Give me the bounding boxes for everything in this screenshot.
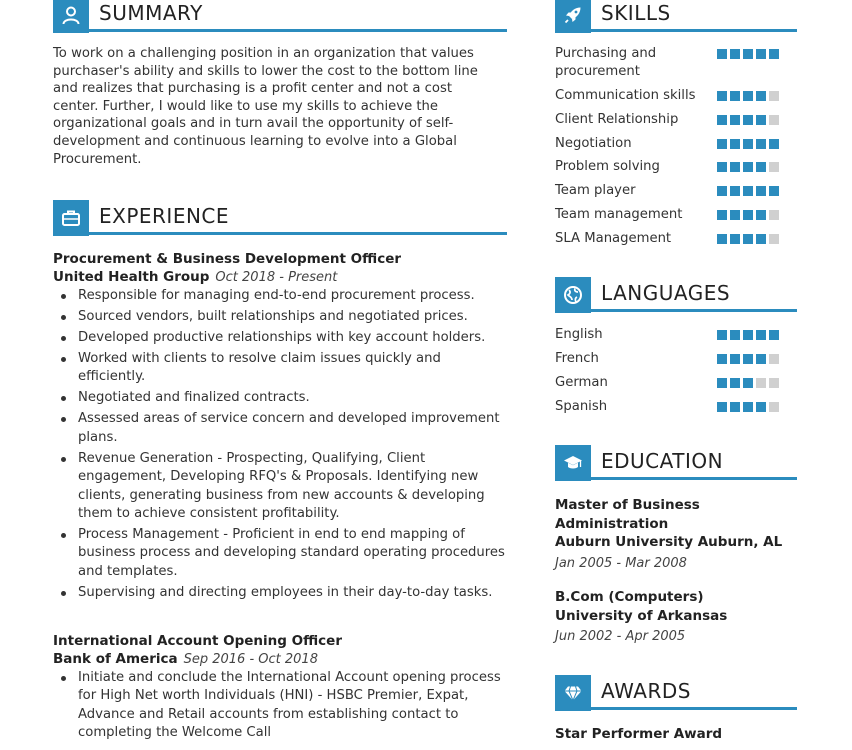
education-header bbox=[555, 445, 797, 480]
job-title: International Account Opening Officer bbox=[53, 633, 342, 649]
rating-square-filled bbox=[756, 354, 766, 364]
list-item: Responsible for managing end-to-end procurement process. bbox=[53, 287, 507, 305]
rating-square-filled bbox=[756, 234, 766, 244]
language-rating bbox=[717, 354, 779, 364]
awards-header bbox=[555, 675, 797, 710]
rating-square-empty bbox=[769, 402, 779, 412]
skill-row bbox=[555, 230, 797, 254]
experience-heading: EXPERIENCE bbox=[99, 204, 230, 228]
rating-square-filled bbox=[730, 49, 740, 59]
language-rating bbox=[717, 402, 779, 412]
skill-label: Purchasing and procurement bbox=[555, 46, 657, 79]
rating-square-filled bbox=[717, 210, 727, 220]
rating-square-filled bbox=[730, 330, 740, 340]
rating-square-filled bbox=[756, 210, 766, 220]
summary-heading: SUMMARY bbox=[99, 1, 203, 25]
rating-square-filled bbox=[756, 115, 766, 125]
rating-square-filled bbox=[756, 91, 766, 101]
rating-square-filled bbox=[743, 402, 753, 412]
job-company: Bank of America bbox=[53, 651, 178, 667]
skill-rating bbox=[717, 210, 779, 220]
summary-text: To work on a challenging position in an organization that values purchaser's ability and skills to lower the cost to the bottom line and realizes that purchasing is a profit center and not a cost center. Further, I would like to use my skills to achieve the organizational goals and in turn avail the opportunity of self-development and continuous learning to evolve into a Global Procurement. bbox=[53, 46, 478, 167]
rating-square-empty bbox=[769, 210, 779, 220]
language-label: Spanish bbox=[555, 399, 608, 414]
rating-square-filled bbox=[730, 234, 740, 244]
job-entry bbox=[53, 250, 507, 605]
list-item: Worked with clients to resolve claim issues quickly and efficiently. bbox=[53, 350, 507, 387]
rating-square-empty bbox=[756, 378, 766, 388]
rating-square-filled bbox=[756, 186, 766, 196]
skills-header bbox=[555, 0, 797, 32]
graduation-cap-icon bbox=[555, 445, 591, 481]
languages-list bbox=[555, 326, 797, 422]
languages-heading: LANGUAGES bbox=[601, 281, 731, 305]
skill-row bbox=[555, 45, 797, 87]
globe-icon bbox=[555, 277, 591, 313]
rating-square-filled bbox=[756, 139, 766, 149]
skill-rating bbox=[717, 49, 779, 59]
language-rating bbox=[717, 330, 779, 340]
rating-square-filled bbox=[756, 162, 766, 172]
skill-rating bbox=[717, 162, 779, 172]
briefcase-icon bbox=[53, 200, 89, 236]
rating-square-filled bbox=[717, 186, 727, 196]
rating-square-filled bbox=[730, 115, 740, 125]
list-item: Initiate and conclude the International Account opening process for High Net worth Individuals (HNI) - HSBC Premier, Expat, Advance and Retail accounts from establishing contact to completing the Welcome Call bbox=[53, 669, 507, 743]
skill-row bbox=[555, 135, 797, 159]
language-label: German bbox=[555, 375, 608, 390]
list-item: Developed productive relationships with key account holders. bbox=[53, 329, 507, 347]
skill-label: Team player bbox=[555, 183, 636, 199]
rating-square-filled bbox=[743, 162, 753, 172]
skills-heading: SKILLS bbox=[601, 1, 671, 25]
skill-row bbox=[555, 158, 797, 182]
rating-square-filled bbox=[743, 115, 753, 125]
skill-label: Communication skills bbox=[555, 88, 696, 103]
rating-square-empty bbox=[769, 354, 779, 364]
skill-label: Problem solving bbox=[555, 159, 660, 175]
language-row bbox=[555, 398, 797, 422]
skill-rating bbox=[717, 139, 779, 149]
rating-square-filled bbox=[756, 49, 766, 59]
language-row bbox=[555, 374, 797, 398]
skill-label: SLA Management bbox=[555, 230, 672, 246]
language-row bbox=[555, 326, 797, 350]
rating-square-empty bbox=[769, 162, 779, 172]
rating-square-filled bbox=[743, 354, 753, 364]
skill-label: Team management bbox=[555, 206, 683, 222]
rating-square-filled bbox=[717, 354, 727, 364]
rating-square-filled bbox=[717, 330, 727, 340]
education-entry bbox=[555, 588, 797, 647]
skill-rating bbox=[717, 91, 779, 101]
rating-square-filled bbox=[756, 402, 766, 412]
rating-square-filled bbox=[756, 330, 766, 340]
list-item: Supervising and directing employees in their day-to-day tasks. bbox=[53, 584, 507, 602]
job-entry bbox=[53, 632, 507, 745]
rating-square-filled bbox=[769, 139, 779, 149]
languages-header bbox=[555, 277, 797, 312]
awards-heading: AWARDS bbox=[601, 679, 691, 703]
language-label: French bbox=[555, 351, 599, 366]
rating-square-filled bbox=[769, 49, 779, 59]
language-rating bbox=[717, 378, 779, 388]
job-company-line bbox=[53, 651, 507, 667]
rating-square-filled bbox=[743, 234, 753, 244]
job-bullets bbox=[53, 669, 507, 743]
rating-square-filled bbox=[730, 162, 740, 172]
rocket-icon bbox=[555, 0, 591, 33]
language-label: English bbox=[555, 327, 603, 342]
skill-rating bbox=[717, 234, 779, 244]
job-company: United Health Group bbox=[53, 269, 210, 285]
list-item: Negotiated and finalized contracts. bbox=[53, 389, 507, 407]
rating-square-filled bbox=[717, 378, 727, 388]
list-item: Assessed areas of service concern and developed improvement plans. bbox=[53, 410, 507, 447]
rating-square-empty bbox=[769, 91, 779, 101]
job-dates: Sep 2016 - Oct 2018 bbox=[183, 652, 318, 667]
rating-square-filled bbox=[717, 402, 727, 412]
rating-square-filled bbox=[743, 186, 753, 196]
rating-square-filled bbox=[717, 234, 727, 244]
rating-square-filled bbox=[717, 115, 727, 125]
rating-square-empty bbox=[769, 378, 779, 388]
skill-rating bbox=[717, 115, 779, 125]
language-row bbox=[555, 350, 797, 374]
rating-square-filled bbox=[717, 139, 727, 149]
experience-header bbox=[53, 200, 507, 235]
rating-square-filled bbox=[730, 186, 740, 196]
rating-square-filled bbox=[730, 354, 740, 364]
job-bullets bbox=[53, 287, 507, 602]
education-degree: Master of Business Administration bbox=[555, 497, 700, 532]
rating-square-filled bbox=[717, 162, 727, 172]
rating-square-filled bbox=[769, 330, 779, 340]
rating-square-filled bbox=[730, 91, 740, 101]
rating-square-filled bbox=[743, 210, 753, 220]
rating-square-filled bbox=[717, 91, 727, 101]
skill-row bbox=[555, 206, 797, 230]
rating-square-filled bbox=[743, 330, 753, 340]
skill-rating bbox=[717, 186, 779, 196]
list-item: Process Management - Proficient in end to end mapping of business process and developing standard operating procedures and templates. bbox=[53, 526, 507, 581]
skill-row bbox=[555, 87, 797, 111]
skills-list bbox=[555, 45, 797, 254]
skill-row bbox=[555, 111, 797, 135]
education-school: University of Arkansas bbox=[555, 607, 728, 624]
education-entry bbox=[555, 496, 797, 574]
rating-square-empty bbox=[769, 234, 779, 244]
education-dates: Jun 2002 - Apr 2005 bbox=[555, 629, 686, 644]
skill-label: Client Relationship bbox=[555, 111, 679, 127]
job-company-line bbox=[53, 269, 507, 285]
rating-square-filled bbox=[743, 378, 753, 388]
diamond-icon bbox=[555, 675, 591, 711]
education-school: Auburn University Auburn, AL bbox=[555, 534, 783, 550]
skill-row bbox=[555, 182, 797, 206]
rating-square-filled bbox=[730, 378, 740, 388]
rating-square-filled bbox=[730, 402, 740, 412]
rating-square-empty bbox=[769, 115, 779, 125]
job-title: Procurement & Business Development Officer bbox=[53, 251, 402, 267]
rating-square-filled bbox=[730, 139, 740, 149]
list-item: Sourced vendors, built relationships and negotiated prices. bbox=[53, 308, 507, 326]
rating-square-filled bbox=[743, 139, 753, 149]
rating-square-filled bbox=[717, 49, 727, 59]
education-dates: Jan 2005 - Mar 2008 bbox=[555, 555, 687, 571]
skill-label: Negotiation bbox=[555, 135, 632, 151]
rating-square-filled bbox=[730, 210, 740, 220]
user-icon bbox=[53, 0, 89, 33]
education-degree: B.Com (Computers) bbox=[555, 589, 704, 605]
job-dates: Oct 2018 - Present bbox=[215, 270, 338, 285]
education-heading: EDUCATION bbox=[601, 449, 724, 473]
rating-square-filled bbox=[743, 49, 753, 59]
award-entry bbox=[555, 725, 797, 744]
rating-square-filled bbox=[769, 186, 779, 196]
summary-header bbox=[53, 0, 507, 32]
award-title: Star Performer Award bbox=[555, 726, 723, 742]
rating-square-filled bbox=[743, 91, 753, 101]
list-item: Revenue Generation - Prospecting, Qualifying, Client engagement, Developing RFQ's & Proposals. Identifying new clients, generating business from new accounts & developing them to achieve consistent profitability. bbox=[53, 450, 507, 524]
